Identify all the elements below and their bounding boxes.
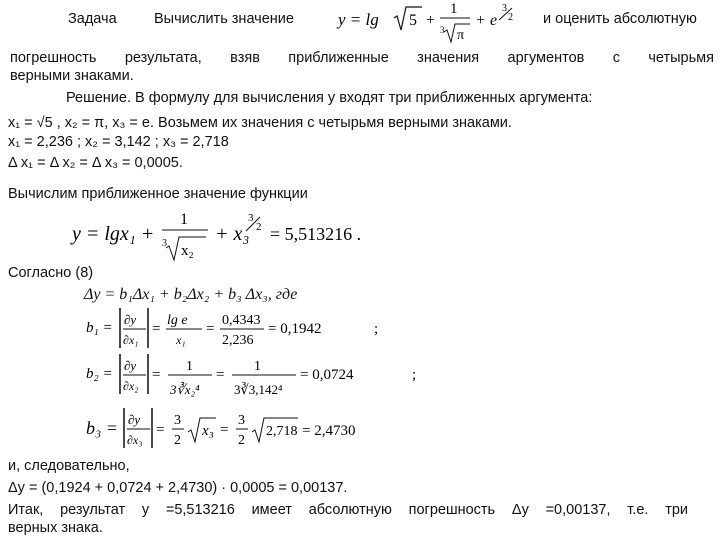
- y-formula: [70, 206, 370, 271]
- svg-text:=: =: [216, 367, 225, 383]
- conclusion-2: верных знака.: [8, 520, 103, 536]
- task-formula-svg: [336, 0, 558, 46]
- frac-num: 1: [450, 1, 458, 17]
- svg-text:=: =: [152, 367, 161, 383]
- frac-root-index: 3: [440, 25, 445, 35]
- task-label: Задача: [68, 11, 117, 27]
- b3-f3-den: 2: [238, 433, 245, 448]
- b3-sqrt2: x₃: [202, 423, 214, 439]
- according-label: Согласно (8): [8, 265, 94, 281]
- y-root-arg: x₂: [181, 243, 194, 259]
- b3-sqrt3: 2,718: [266, 424, 298, 439]
- b1-f3-den: 2,236: [222, 333, 254, 348]
- b3-f2-num: 3: [174, 413, 181, 428]
- e-exp-num: 3: [502, 3, 507, 14]
- e-exp-den: 2: [508, 12, 513, 23]
- compute-label: Вычислим приближенное значение функции: [8, 186, 308, 202]
- solution-intro: Решение. В формулу для вычисления y входят три приближенных аргумента:: [66, 90, 593, 106]
- y-exp-num: 3: [248, 212, 254, 224]
- b3-f2-den: 2: [174, 433, 181, 448]
- task-line-3: верными знаками.: [10, 68, 134, 84]
- b3-lhs: b₃ =: [86, 418, 118, 438]
- b1-svg: [84, 304, 404, 352]
- plus-2: +: [476, 12, 486, 29]
- conclusion-1: Итак, результат y =5,513216 имеет абсолютную погрешность Δy =0,00137, т.е. три: [8, 502, 688, 518]
- y-exp-den: 2: [256, 221, 262, 233]
- frac-den-arg: π: [457, 28, 465, 43]
- svg-text:=: =: [206, 321, 215, 337]
- b1-sep: ;: [374, 321, 379, 337]
- b2-svg: [84, 350, 424, 404]
- task-line-2: погрешность результата, взяв приближенные значения аргументов с четырьмя: [10, 50, 714, 66]
- b1-eq: =: [152, 321, 161, 337]
- b3-f3-num: 3: [238, 413, 245, 428]
- e-base: e: [490, 12, 498, 29]
- final-calc: Δy = (0,1924 + 0,0724 + 2,4730) · 0,0005 = 0,00137.: [8, 480, 348, 496]
- solution-args: x₁ = √5 , x₂ = π, x₃ = e. Возьмем их значения с четырьмя верными знаками.: [8, 115, 512, 131]
- b2-f2-den: 3∛x₂⁴: [170, 382, 200, 397]
- svg-text:=: =: [156, 422, 165, 438]
- b1-f2-den: x₁: [176, 333, 186, 347]
- b1-f2-num: lg e: [167, 313, 188, 328]
- formula-lhs: y = lg: [338, 10, 379, 29]
- b2-f3-num: 1: [254, 359, 261, 374]
- y-plus: + x₃: [215, 223, 250, 245]
- b2-num: ∂y: [124, 358, 137, 373]
- b2-f2-num: 1: [186, 359, 193, 374]
- b3-den: ∂x₃: [127, 433, 143, 447]
- b2-den: ∂x₂: [123, 379, 139, 393]
- y-root-index: 3: [162, 238, 167, 249]
- b3-result: = 2,4730: [302, 423, 356, 439]
- b2-result: = 0,0724: [300, 367, 354, 383]
- y-lhs: y = lgx₁ +: [72, 223, 155, 245]
- dy-formula: Δy = b₁Δx₁ + b₂Δx₂ + b₃ Δx₃, где: [84, 286, 298, 303]
- sqrt-sign-icon: [394, 7, 422, 30]
- b1-den: ∂x₁: [123, 333, 139, 347]
- b3-formula: [84, 404, 404, 459]
- y-frac-num: 1: [180, 211, 188, 228]
- y-formula-svg: [70, 206, 370, 266]
- b3-num: ∂y: [128, 412, 141, 427]
- svg-text:=: =: [220, 422, 229, 438]
- b2-formula: [84, 350, 424, 409]
- solution-values: x₁ = 2,236 ; x₂ = 3,142 ; x₃ = 2,718: [8, 134, 229, 150]
- task-formula: [336, 0, 558, 46]
- b2-f3-den: 3∛3,142⁴: [234, 382, 283, 397]
- y-result: = 5,513216 .: [270, 224, 362, 244]
- task-text-1: Вычислить значение: [154, 11, 294, 27]
- task-text-2: и оценить абсолютную: [543, 11, 697, 27]
- b3-svg: [84, 404, 404, 454]
- b2-sep: ;: [412, 367, 417, 383]
- b1-f3-num: 0,4343: [222, 313, 261, 328]
- b2-lhs: b₂ =: [86, 366, 113, 382]
- b1-lhs: b₁ =: [86, 320, 113, 336]
- consequently: и, следовательно,: [8, 458, 130, 474]
- solution-errors: Δ x₁ = Δ x₂ = Δ x₃ = 0,0005.: [8, 155, 183, 171]
- sqrt-arg: 5: [409, 12, 417, 29]
- b1-num: ∂y: [124, 312, 137, 327]
- plus-1: +: [426, 12, 436, 29]
- b1-result: = 0,1942: [268, 321, 322, 337]
